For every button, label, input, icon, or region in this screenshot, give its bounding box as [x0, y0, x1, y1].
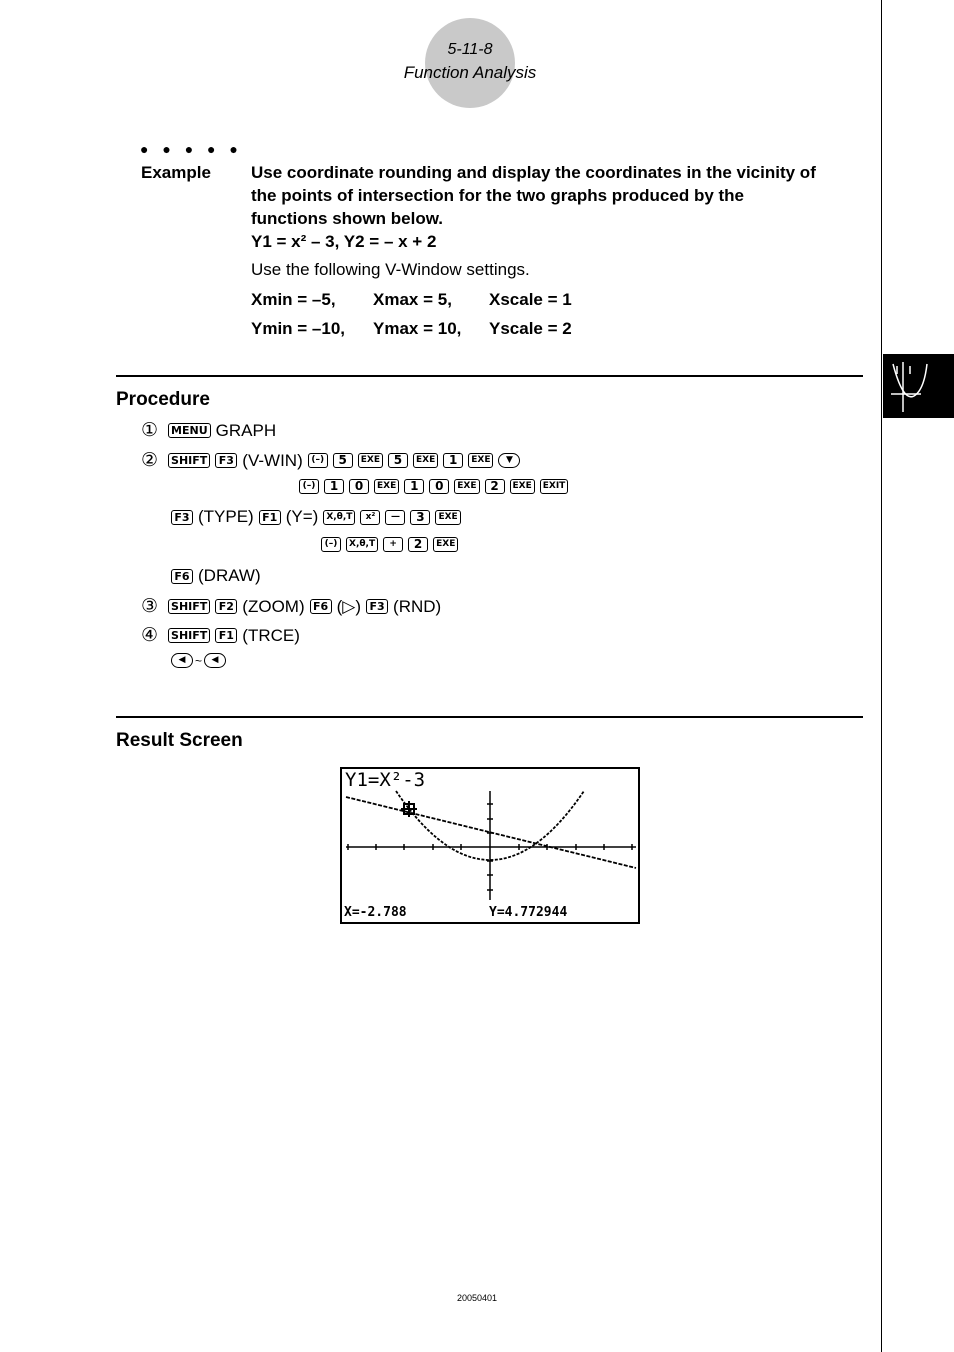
example-label: Example — [141, 163, 211, 182]
digit-1-key[interactable]: 1 — [443, 453, 463, 468]
cursor-down-key[interactable]: ▼ — [498, 453, 520, 468]
step-4 — [141, 624, 300, 647]
graph-analysis-icon — [883, 354, 954, 418]
neg-key[interactable]: (–) — [299, 479, 319, 494]
footer-code: 20050401 — [456, 1293, 498, 1303]
tilde-label: ~ — [195, 653, 203, 668]
exe-key[interactable]: EXE — [358, 453, 383, 468]
menu-key[interactable]: MENU — [168, 423, 211, 438]
exe-key[interactable]: EXE — [468, 453, 493, 468]
cursor-left-key[interactable]: ◀ — [204, 653, 226, 668]
f3-key[interactable]: F3 — [366, 599, 388, 614]
screen-y-value: Y=4.772944 — [489, 905, 568, 920]
screen-x-value: X=-2.788 — [344, 905, 407, 920]
f3-key[interactable]: F3 — [215, 453, 237, 468]
step-4-line-2 — [171, 653, 231, 668]
result-divider — [116, 716, 863, 718]
digit-5-key[interactable]: 5 — [388, 453, 408, 468]
rnd-label: (RND) — [393, 596, 442, 616]
exe-key[interactable]: EXE — [413, 453, 438, 468]
step-1-mark: ① — [141, 420, 159, 441]
step-4-mark: ④ — [141, 625, 159, 646]
line-y2 — [346, 797, 636, 868]
exe-key[interactable]: EXE — [433, 537, 458, 552]
f6-key[interactable]: F6 — [310, 599, 332, 614]
exe-key[interactable]: EXE — [454, 479, 479, 494]
graph-display — [342, 769, 638, 922]
vwin-label: (V-WIN) — [242, 450, 303, 470]
step-2-mark: ② — [141, 450, 159, 471]
example-dots: ● ● ● ● ● — [140, 141, 243, 157]
procedure-divider — [116, 375, 863, 377]
xscale-setting: Xscale = 1 — [489, 290, 572, 309]
step-2-line-5 — [171, 566, 261, 586]
example-line-3: functions shown below. — [251, 209, 444, 228]
step-2-line-3 — [171, 507, 466, 527]
step-2-line-1 — [141, 449, 525, 472]
neg-key[interactable]: (–) — [308, 453, 328, 468]
example-functions: Y1 = x² – 3, Y2 = – x + 2 — [251, 232, 437, 251]
f1-key[interactable]: F1 — [259, 510, 281, 525]
step-3 — [141, 595, 441, 618]
exe-key[interactable]: EXE — [435, 510, 460, 525]
result-title: Result Screen — [116, 730, 243, 751]
y-equals-label: (Y=) — [285, 507, 319, 526]
trce-label: (TRCE) — [242, 625, 300, 645]
yscale-setting: Yscale = 2 — [489, 319, 572, 338]
zoom-label: (ZOOM) — [242, 596, 305, 616]
neg-key[interactable]: (–) — [321, 537, 341, 552]
section-title: Function Analysis — [403, 63, 537, 82]
x-theta-t-key[interactable]: X,θ,T — [323, 510, 355, 525]
type-label: (TYPE) — [198, 507, 254, 526]
example-line-1: Use coordinate rounding and display the coordinates in the vicinity of — [251, 163, 816, 182]
plus-key[interactable]: + — [383, 537, 403, 552]
cursor-left-key[interactable]: ◀ — [171, 653, 193, 668]
screen-function-label: Y1=X²-3 — [345, 769, 426, 791]
digit-2-key[interactable]: 2 — [485, 479, 505, 494]
digit-5-key[interactable]: 5 — [333, 453, 353, 468]
step-2-line-4 — [321, 537, 463, 552]
calculator-screen — [340, 767, 640, 924]
shift-key[interactable]: SHIFT — [168, 599, 210, 614]
shift-key[interactable]: SHIFT — [168, 453, 210, 468]
exe-key[interactable]: EXE — [374, 479, 399, 494]
digit-0-key[interactable]: 0 — [429, 479, 449, 494]
draw-label: (DRAW) — [198, 566, 261, 585]
f1-key[interactable]: F1 — [215, 628, 237, 643]
ymax-setting: Ymax = 10, — [373, 319, 462, 338]
f3-key[interactable]: F3 — [171, 510, 193, 525]
shift-key[interactable]: SHIFT — [168, 628, 210, 643]
margin-rule — [881, 0, 882, 1352]
square-key[interactable]: x² — [360, 510, 380, 525]
step-1 — [141, 419, 276, 442]
digit-2-key[interactable]: 2 — [408, 537, 428, 552]
exit-key[interactable]: EXIT — [540, 479, 569, 494]
digit-1-key[interactable]: 1 — [324, 479, 344, 494]
procedure-title: Procedure — [116, 389, 210, 410]
digit-0-key[interactable]: 0 — [349, 479, 369, 494]
digit-1-key[interactable]: 1 — [404, 479, 424, 494]
exe-key[interactable]: EXE — [510, 479, 535, 494]
step-3-mark: ③ — [141, 596, 159, 617]
next-label: (▷) — [336, 596, 362, 616]
graph-label: GRAPH — [215, 420, 277, 440]
xmin-setting: Xmin = –5, — [251, 290, 336, 309]
example-line-2: the points of intersection for the two graphs produced by the — [251, 186, 745, 205]
f2-key[interactable]: F2 — [215, 599, 237, 614]
digit-3-key[interactable]: 3 — [410, 510, 430, 525]
f6-key[interactable]: F6 — [171, 569, 193, 584]
page-number: 5-11-8 — [447, 41, 493, 58]
minus-key[interactable]: — — [385, 510, 405, 525]
vwindow-intro: Use the following V-Window settings. — [251, 260, 530, 279]
step-2-line-2 — [299, 479, 573, 494]
trace-cursor — [401, 801, 417, 817]
xmax-setting: Xmax = 5, — [373, 290, 452, 309]
chapter-tab[interactable] — [883, 354, 954, 418]
ymin-setting: Ymin = –10, — [251, 319, 346, 338]
x-theta-t-key[interactable]: X,θ,T — [346, 537, 378, 552]
